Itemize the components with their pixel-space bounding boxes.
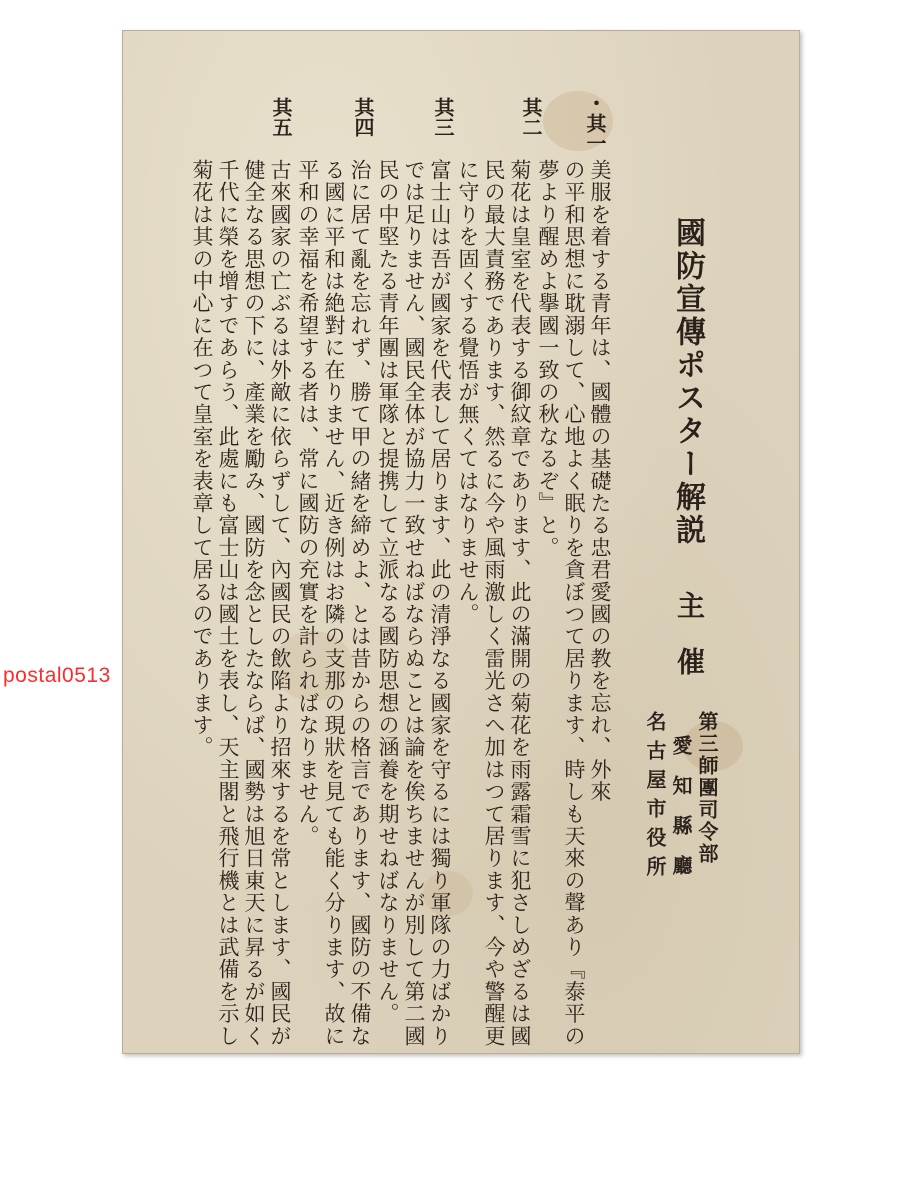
paragraph-line: 健全なる思想の下に、產業を勵み、國防を念としたならば、國勢は旭日東天に昇るが如く xyxy=(242,159,266,1047)
paragraph-line: 菊花は皇室を代表する御紋章であります、此の滿開の菊花を雨露霜雪に犯さしめざるは國 xyxy=(508,159,532,1047)
paragraph-label: 其五 xyxy=(269,97,293,137)
paragraph-line: 治に居て亂を忘れず、勝て甲の緒を締めよ、とは昔からの格言であります、國防の不備な xyxy=(348,159,372,1047)
paragraph-line: 古來國家の亡ぶるは外敵に依らずして、內國民の飲陷より招來するを常とします、國民が xyxy=(268,159,292,1047)
paragraph-line: 美服を着する青年は、國體の基礎たる忠君愛國の教を忘れ、外來 xyxy=(588,159,612,803)
paragraph-line: 平和の幸福を希望する者は、常に國防の充實を計らればなりません。 xyxy=(296,159,320,848)
paragraph-label: 其二 xyxy=(519,97,543,137)
paragraph-line: 民の中堅たる青年團は軍隊と提携して立派なる國防思想の涵養を期せねばなりません。 xyxy=(376,159,400,1025)
paragraph-line: に守りを固くする覺悟が無くてはなりません。 xyxy=(456,159,480,626)
paragraph-line: 富士山は吾が國家を代表して居ります、此の清淨なる國家を守るには獨り軍隊の力ばかり xyxy=(428,159,452,1047)
paragraph-line: 民の最大責務であります、然るに今や風雨激しく雷光さへ加はつて居ります、今や警醒更 xyxy=(482,159,506,1047)
paragraph-line: 菊花は其の中心に在つて皇室を表章して居るのであります。 xyxy=(190,159,214,759)
paragraph-line: る國に平和は絶對に在りません、近き例はお隣の支那の現狀を見ても能く分ります、故に xyxy=(322,159,346,1047)
paragraph-line: 夢より醒めよ擧國一致の秋なるぞ』と。 xyxy=(536,159,560,559)
sponsor-prefecture: 愛知縣廳 xyxy=(669,735,693,895)
document-title: 國防宣傳ポスター解説 xyxy=(670,217,705,547)
paragraph-label: ・其一 xyxy=(583,93,607,153)
paragraph-line: 千代に榮を增すであらう、此處にも富士山は國土を表し、天主閣と飛行機とは武備を示し xyxy=(216,159,240,1047)
watermark-text: postal0513 xyxy=(3,664,111,687)
postcard xyxy=(122,30,800,1054)
paragraph-line: では足りません、國民全体が協力一致せねばならぬことは論を俟ちませんが別して第二國 xyxy=(402,159,426,1047)
sponsor-division: 第三師團司令部 xyxy=(695,711,719,865)
sponsor-city: 名古屋市役所 xyxy=(643,711,667,885)
paragraph-line: の平和思想に耽溺して、心地よく眠りを貪ぼつて居ります、時しも天來の聲あり『泰平の xyxy=(562,159,586,1047)
sponsor-label: 主催 xyxy=(673,591,706,703)
paragraph-label: 其三 xyxy=(431,97,455,137)
paragraph-label: 其四 xyxy=(351,97,375,137)
